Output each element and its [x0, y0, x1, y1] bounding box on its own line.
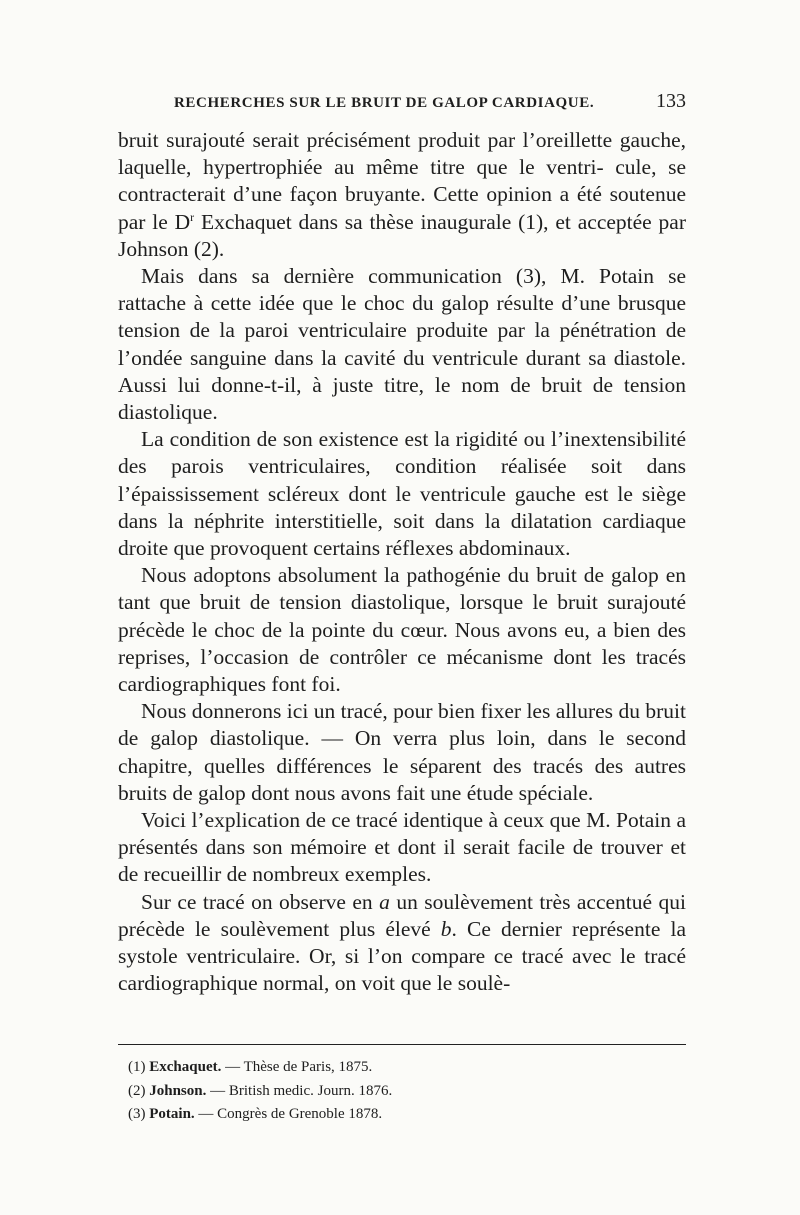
footnote-1-number: (1): [128, 1059, 146, 1075]
paragraph-1-line-3: cule, se contracterait d’une façon bruyante. Cette opinion a: [118, 155, 686, 207]
footnote-divider: [118, 1044, 686, 1045]
paragraph-1-line-4-end: Exchaquet dans sa thèse inaugurale (1),: [194, 209, 549, 234]
page-header: [118, 90, 686, 116]
footnote-3: [128, 1103, 668, 1127]
footnote-3-number: (3): [128, 1106, 146, 1122]
paragraph-4: Nous adoptons absolument la pathogénie du bruit de galop en tant que bruit de tension diastolique, lorsque le bruit surajouté précède le choc de la pointe du cœur. Nous avons eu, a bien des reprises, l’occasion de contrôler ce mécanisme dont les tracés cardiographiques font foi.: [118, 563, 686, 697]
footnote-1-author: Exchaquet.: [149, 1059, 222, 1075]
footnote-2-number: (2): [128, 1082, 146, 1099]
paragraph-1-line-4-start: été soutenue par le D: [118, 182, 686, 234]
paragraph-7: [118, 889, 686, 998]
paragraph-7-part-1: Sur ce tracé on observe en: [141, 889, 380, 914]
paragraph-6: Voici l’explication de ce tracé identique à ceux que M. Potain a présentés dans son mémoire et dont il serait facile de trouver et de recueillir de nombreux exemples.: [118, 808, 686, 887]
paragraph-1-line-2: gauche, laquelle, hypertrophiée au même titre que le ventri-: [118, 128, 686, 180]
running-title: RECHERCHES SUR LE BRUIT DE GALOP CARDIAQUE.: [174, 95, 595, 111]
paragraph-5: Nous donnerons ici un tracé, pour bien fixer les allures du bruit de galop diastolique. — On verra plus loin, dans le second chapitre, quelles différences le séparent des tracés des autres bruits de galop dont nous avons fait une étude spéciale.: [118, 699, 686, 805]
footnote-2-reference: — British medic. Journ. 1876.: [206, 1082, 393, 1099]
footnote-1-reference: — Thèse de Paris, 1875.: [221, 1059, 373, 1075]
paragraph-1-line-5: et acceptée par Johnson (2).: [118, 209, 686, 261]
footnote-3-reference: — Congrès de Grenoble 1878.: [194, 1106, 383, 1122]
paragraph-2: Mais dans sa dernière communication (3), M. Potain se rattache à cette idée que le choc du galop résulte d’une brusque tension de la paroi ventriculaire produite par la pénétration de l’ondée sanguine dans la cavité du ventricule durant sa diastole. Aussi lui donne-t-il, à juste titre, le nom de bruit de tension diastolique.: [118, 264, 686, 425]
doctor-abbrev-superscript: r: [190, 209, 195, 224]
footnote-3-author: Potain.: [149, 1106, 195, 1122]
paragraph-1: [118, 127, 686, 263]
footnote-2: [128, 1080, 668, 1104]
paragraph-7-part-2: un soulèvement très accentué qui précède le soulèvement plus élevé: [118, 889, 687, 941]
tracing-point-b: b: [440, 916, 452, 941]
footnote-1: [128, 1056, 668, 1080]
tracing-point-a: a: [379, 889, 390, 914]
body-text: [118, 127, 686, 998]
footnotes: [128, 1056, 668, 1127]
footnote-2-author: Johnson.: [149, 1082, 207, 1099]
paragraph-7-part-3: . Ce dernier représente la systole ventriculaire. Or, si l’on compare ce tracé avec le tracé cardiographique normal, on voit que le soulè-: [118, 916, 686, 996]
page-number: 133: [656, 90, 686, 112]
paragraph-1-line-1: bruit surajouté serait précisément produit par l’oreillette: [118, 128, 613, 152]
paragraph-3: La condition de son existence est la rigidité ou l’inextensibilité des parois ventriculaires, condition réalisée soit dans l’épaississement scléreux dont le ventricule gauche est le siège dans la néphrite interstitielle, soit dans la dilatation cardiaque droite que provoquent certains réflexes abdominaux.: [118, 427, 686, 561]
